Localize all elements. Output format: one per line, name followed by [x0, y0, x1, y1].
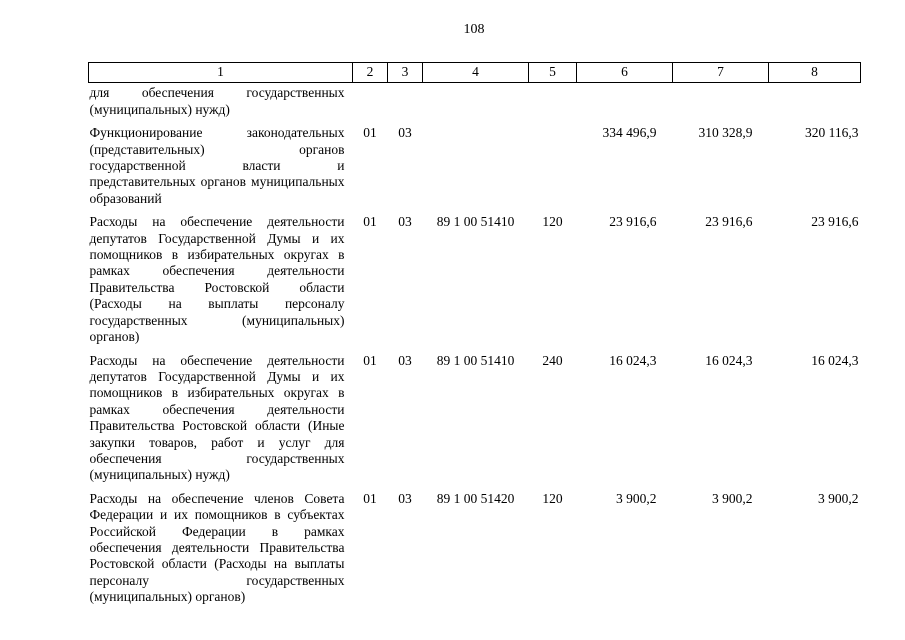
column-header-8: 8 [769, 63, 861, 83]
cell-target-article-code [423, 83, 529, 119]
column-header-1: 1 [89, 63, 353, 83]
column-header-4: 4 [423, 63, 529, 83]
cell-name: Расходы на обеспечение членов Совета Федерации и их помощников в субъектах Российской Федерации в рамках обеспечения деятельности Правительства Ростовской области (Расходы на выплаты персоналу государственных (муниципальных) органов) [89, 490, 345, 605]
cell-subsection-code [388, 83, 423, 119]
cell-expense-type-code: 120 [542, 214, 563, 230]
cell-target-article-code: 89 1 00 51410 [436, 352, 515, 368]
cell-amount-year2: 310 328,9 [698, 125, 753, 141]
column-header-6: 6 [577, 63, 673, 83]
table-row [89, 119, 861, 208]
cell-section-code: 01 [363, 125, 377, 141]
cell-amount-year3: 16 024,3 [811, 352, 859, 368]
column-header-2: 2 [353, 63, 388, 83]
cell-section-code [353, 83, 388, 119]
cell-amount-year2: 23 916,6 [705, 214, 753, 230]
cell-amount-year3: 3 900,2 [818, 490, 859, 506]
cell-amount-year3: 23 916,6 [811, 214, 859, 230]
cell-name: Расходы на обеспечение деятельности депутатов Государственной Думы и их помощников в избирательных округах в рамках обеспечения деятельности Правительства Ростовской области (Иные закупки товаров, работ и услуг для обеспечения государственных (муниципальных) нужд) [89, 352, 345, 483]
cell-expense-type-code [529, 119, 577, 208]
table-row [89, 347, 861, 485]
cell-name: для обеспечения государственных (муниципальных) нужд) [89, 85, 345, 117]
budget-table [88, 62, 861, 607]
cell-subsection-code: 03 [398, 490, 412, 506]
cell-amount-year1 [577, 83, 673, 119]
column-header-3: 3 [388, 63, 423, 83]
table-header-row [89, 63, 861, 83]
cell-section-code: 01 [363, 352, 377, 368]
cell-subsection-code: 03 [398, 214, 412, 230]
cell-amount-year2: 16 024,3 [705, 352, 753, 368]
cell-subsection-code: 03 [398, 125, 412, 141]
cell-subsection-code: 03 [398, 352, 412, 368]
cell-expense-type-code [529, 83, 577, 119]
column-header-5: 5 [529, 63, 577, 83]
cell-target-article-code [423, 119, 529, 208]
cell-amount-year1: 23 916,6 [609, 214, 657, 230]
cell-amount-year1: 334 496,9 [602, 125, 657, 141]
cell-target-article-code: 89 1 00 51420 [436, 490, 515, 506]
table-row [89, 485, 861, 607]
cell-section-code: 01 [363, 214, 377, 230]
table-row [89, 83, 861, 119]
cell-target-article-code: 89 1 00 51410 [436, 214, 515, 230]
cell-name: Расходы на обеспечение деятельности депутатов Государственной Думы и их помощников в избирательных округах в рамках обеспечения деятельности Правительства Ростовской области (Расходы на выплаты персоналу государственных (муниципальных) органов) [89, 214, 345, 345]
table-row [89, 208, 861, 346]
cell-amount-year1: 16 024,3 [609, 352, 657, 368]
page-number: 108 [463, 22, 485, 37]
cell-amount-year2 [673, 83, 769, 119]
cell-name: Функционирование законодательных (представительных) органов государственной власти и представительных органов муниципальных образований [89, 125, 345, 206]
cell-amount-year1: 3 900,2 [616, 490, 657, 506]
cell-amount-year3: 320 116,3 [805, 125, 859, 141]
cell-expense-type-code: 120 [542, 490, 563, 506]
cell-expense-type-code: 240 [542, 352, 563, 368]
column-header-7: 7 [673, 63, 769, 83]
cell-amount-year3 [769, 83, 861, 119]
cell-section-code: 01 [363, 490, 377, 506]
cell-amount-year2: 3 900,2 [712, 490, 753, 506]
